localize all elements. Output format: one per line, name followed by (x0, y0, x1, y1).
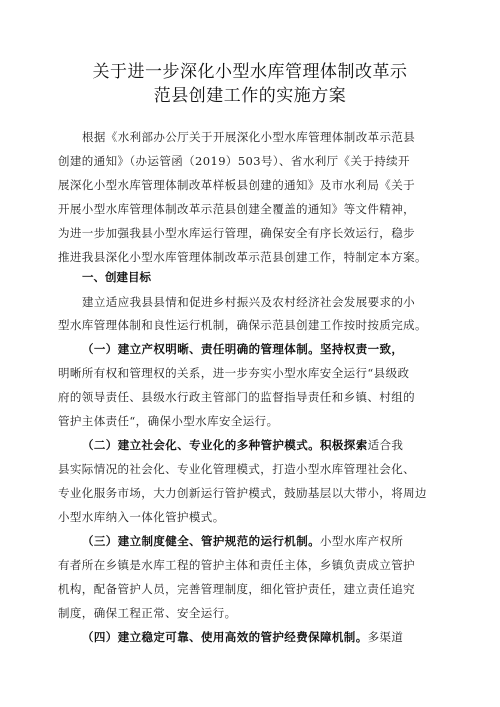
item1-line: 府的领导责任、县级水行政主管部门的监督指导责任和乡镇、村组的 (58, 390, 415, 404)
item2-line: 小型水库纳入一体化管护模式。 (58, 510, 225, 524)
item1-bold-text: （一）建立产权明晰、责任明确的管理体制。坚持权责一致， (82, 342, 404, 356)
section1-line: 建立适应我县县情和促进乡村振兴及农村经济社会发展要求的小 (82, 295, 416, 309)
item3-line: 有者所在乡镇是水库工程的管护主体和责任主体，乡镇负责成立管护 (58, 558, 415, 572)
intro-line: 为进一步加强我县小型水库运行管理，确保安全有序长效运行，稳步 (58, 226, 415, 240)
item2-bold-text: （二）建立社会化、专业化的多种管护模式。积极探索 (82, 438, 368, 452)
intro-line: 推进我县深化小型水库管理体制改革示范县创建工作，特制定本方案。 (58, 250, 427, 264)
item2-heading (82, 437, 462, 453)
item1-line: 管护主体责任“，确保小型水库安全运行。 (58, 414, 279, 428)
item4-heading (82, 629, 462, 645)
item4-rest-text: 多渠道 (367, 630, 404, 644)
item4-bold-text: （四）建立稳定可靠、使用高效的管护经费保障机制。 (82, 630, 368, 644)
item3-line: 机构，配备管护人员，完善管理制度，细化管护责任，建立责任追究 (58, 582, 415, 596)
document-title-line1: 关于进一步深化小型水库管理体制改革示 (92, 62, 408, 82)
item3-heading (82, 533, 462, 549)
item3-rest-text: 小型水库产权所 (320, 534, 404, 548)
item2-line: 专业化服务市场，大力创新运行管护模式，鼓励基层以大带小，将周边 (58, 486, 427, 500)
item2-line: 县实际情况的社会化、专业化管理模式，打造小型水库管理社会化、 (58, 462, 415, 476)
section-heading-goals: 一、创建目标 (82, 270, 151, 284)
intro-line: 根据《水利部办公厅关于开展深化小型水库管理体制改革示范县 (82, 130, 416, 144)
intro-line: 开展小型水库管理体制改革示范县创建全覆盖的通知》等文件精神， (58, 202, 415, 216)
item1-heading (82, 341, 462, 357)
section1-line: 型水库管理体制和良性运行机制，确保示范县创建工作按时按质完成。 (58, 318, 427, 332)
intro-line: 创建的通知》（办运管函（2019）503号）、省水利厅《关于持续开 (58, 154, 410, 168)
item1-line: 明晰所有权和管理权的关系，进一步夯实小型水库安全运行“县级政 (58, 366, 410, 380)
document-title-line2: 范县创建工作的实施方案 (153, 86, 347, 106)
item3-line: 制度，确保工程正常、安全运行。 (58, 606, 237, 620)
intro-line: 展深化小型水库管理体制改革样板县创建的通知》及市水利局《关于 (58, 178, 415, 192)
item2-rest-text: 适合我 (367, 438, 404, 452)
item3-bold-text: （三）建立制度健全、管护规范的运行机制。 (82, 534, 320, 548)
